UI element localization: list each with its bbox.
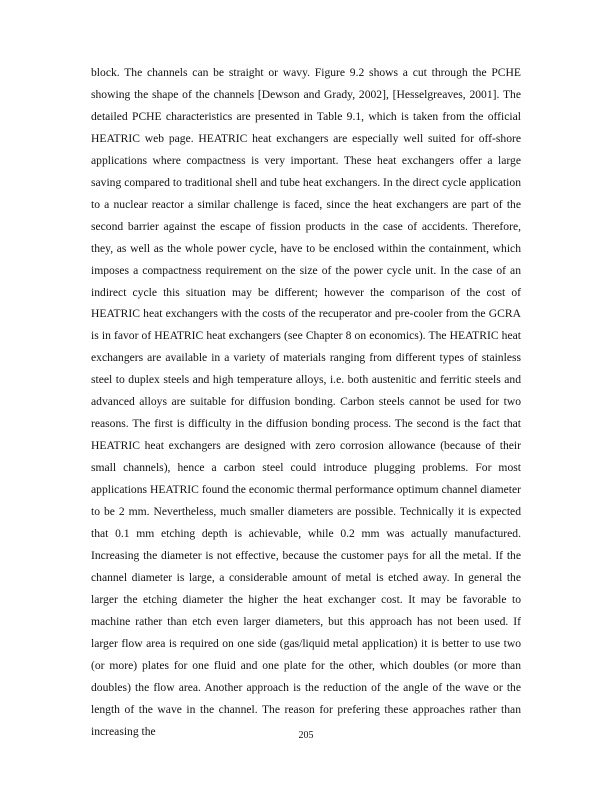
- page-number: 205: [298, 730, 314, 741]
- body-paragraph: block. The channels can be straight or wavy. Figure 9.2 shows a cut through the PCHE showing the shape of the channels [Dewson and Grady, 2002], [Hesselgreaves, 2001]. The detailed PCHE characteristics are presented in Table 9.1, which is taken from the official HEATRIC web page. HEATRIC heat exchangers are especially well suited for off-shore applications where compactness is very important. These heat exchangers offer a large saving compared to traditional shell and tube heat exchangers. In the direct cycle application to a nuclear reactor a similar challenge is faced, since the heat exchangers are part of the second barrier against the escape of fission products in the case of accidents. Therefore, they, as well as the whole power cycle, have to be enclosed within the containment, which imposes a compactness requirement on the size of the power cycle unit. In the case of an indirect cycle this situation may be different; however the comparison of the cost of HEATRIC heat exchangers with the costs of the recuperator and pre-cooler from the GCRA is in favor of HEATRIC heat exchangers (see Chapter 8 on economics). The HEATRIC heat exchangers are available in a variety of materials ranging from different types of stainless steel to duplex steels and high temperature alloys, i.e. both austenitic and ferritic steels and advanced alloys are suitable for diffusion bonding. Carbon steels cannot be used for two reasons. The first is difficulty in the diffusion bonding process. The second is the fact that HEATRIC heat exchangers are designed with zero corrosion allowance (because of their small channels), hence a carbon steel could introduce plugging problems. For most applications HEATRIC found the economic thermal performance optimum channel diameter to be 2 mm. Nevertheless, much smaller diameters are possible. Technically it is expected that 0.1 mm etching depth is achievable, while 0.2 mm was actually manufactured. Increasing the diameter is not effective, because the customer pays for all the metal. If the channel diameter is large, a considerable amount of metal is etched away. In general the larger the etching diameter the higher the heat exchanger cost. It may be favorable to machine rather than etch even larger diameters, but this approach has not been used. If larger flow area is required on one side (gas/liquid metal application) it is better to use two (or more) plates for one fluid and one plate for the other, which doubles (or more than doubles) the flow area. Another approach is the reduction of the angle of the wave or the length of the wave in the channel. The reason for prefering these approaches rather than increasing the: [91, 66, 521, 738]
